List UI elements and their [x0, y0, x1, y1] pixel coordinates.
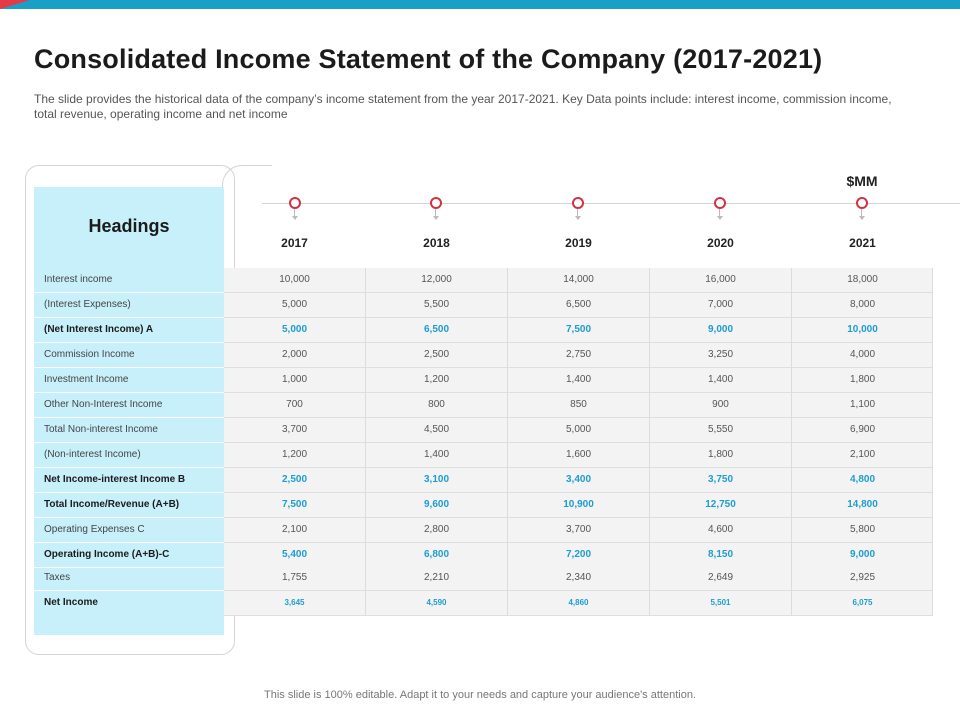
table-cell: 5,501 [650, 591, 791, 615]
table-row [34, 293, 933, 318]
table-cell: 16,000 [650, 268, 791, 292]
table-cell: 8,000 [792, 293, 933, 317]
table-cell: 3,700 [508, 518, 649, 542]
table-cell: 7,500 [224, 493, 365, 517]
table-row [34, 443, 933, 468]
unit-label: $MM [846, 173, 878, 189]
top-accent-bar [0, 0, 960, 9]
row-label: Operating Income (A+B)-C [44, 549, 170, 560]
table-cell: 4,860 [508, 591, 649, 615]
column-divider [791, 268, 792, 616]
row-label: Operating Expenses C [44, 524, 145, 535]
table-cell: 6,800 [366, 543, 507, 567]
table-row-highlight [34, 468, 933, 493]
column-divider [932, 268, 933, 616]
table-cell: 1,400 [650, 368, 791, 392]
column-divider [649, 268, 650, 616]
row-label: (Net Interest Income) A [44, 324, 154, 335]
table-cell: 10,000 [224, 268, 365, 292]
row-label: Other Non-Interest Income [44, 399, 163, 410]
timeline-marker-icon [855, 197, 869, 221]
table-cell: 1,400 [508, 368, 649, 392]
table-cell: 3,100 [366, 468, 507, 492]
table-cell: 5,800 [792, 518, 933, 542]
table-cell: 9,000 [792, 543, 933, 567]
timeline-marker-icon [288, 197, 302, 221]
table-cell: 5,400 [224, 543, 365, 567]
table-row [34, 268, 933, 293]
table-cell: 800 [366, 393, 507, 417]
year-header-2021: 2021 [849, 236, 876, 250]
table-row [34, 566, 933, 591]
table-cell: 2,340 [508, 566, 649, 590]
table-cell: 7,000 [650, 293, 791, 317]
table-cell: 2,800 [366, 518, 507, 542]
table-row [34, 518, 933, 543]
table-cell: 900 [650, 393, 791, 417]
table-cell: 5,000 [224, 293, 365, 317]
table-cell: 1,600 [508, 443, 649, 467]
table-cell: 850 [508, 393, 649, 417]
table-cell: 4,800 [792, 468, 933, 492]
headings-title: Headings [88, 216, 170, 236]
table-cell: 1,200 [224, 443, 365, 467]
table-row [34, 368, 933, 393]
table-cell: 3,700 [224, 418, 365, 442]
table-cell: 12,000 [366, 268, 507, 292]
timeline-marker-icon [713, 197, 727, 221]
table-cell: 700 [224, 393, 365, 417]
table-cell: 6,500 [508, 293, 649, 317]
column-divider [507, 268, 508, 616]
table-cell: 3,250 [650, 343, 791, 367]
table-cell: 2,649 [650, 566, 791, 590]
row-label: Investment Income [44, 374, 129, 385]
table-cell: 3,400 [508, 468, 649, 492]
table-cell: 9,000 [650, 318, 791, 342]
row-label: Total Income/Revenue (A+B) [44, 499, 180, 510]
table-cell: 2,100 [224, 518, 365, 542]
table-cell: 5,500 [366, 293, 507, 317]
table-cell: 1,755 [224, 566, 365, 590]
table-row [34, 418, 933, 443]
table-row-highlight [34, 318, 933, 343]
table-cell: 2,100 [792, 443, 933, 467]
table-row-highlight [34, 493, 933, 518]
table-cell: 2,750 [508, 343, 649, 367]
table-cell: 2,210 [366, 566, 507, 590]
footer-note: This slide is 100% editable. Adapt it to your needs and capture your audience's attention. [264, 689, 696, 701]
table-cell: 6,900 [792, 418, 933, 442]
table-cell: 12,750 [650, 493, 791, 517]
row-label: Net Income [44, 597, 98, 608]
table-cell: 8,150 [650, 543, 791, 567]
table-cell: 2,500 [366, 343, 507, 367]
table-cell: 3,645 [224, 591, 365, 615]
table-cell: 4,500 [366, 418, 507, 442]
row-label: Total Non-interest Income [44, 424, 158, 435]
table-cell: 7,200 [508, 543, 649, 567]
year-header-2017: 2017 [281, 236, 308, 250]
table-cell: 4,600 [650, 518, 791, 542]
table-cell: 2,500 [224, 468, 365, 492]
table-cell: 5,550 [650, 418, 791, 442]
table-outline-curve [222, 165, 272, 205]
row-label: (Interest Expenses) [44, 299, 131, 310]
timeline-marker-icon [429, 197, 443, 221]
table-cell: 5,000 [508, 418, 649, 442]
row-label: Interest income [44, 274, 113, 285]
table-cell: 4,590 [366, 591, 507, 615]
table-cell: 1,800 [792, 368, 933, 392]
table-row-highlight [34, 591, 933, 616]
table-cell: 1,400 [366, 443, 507, 467]
table-row [34, 393, 933, 418]
row-label: Taxes [44, 572, 71, 583]
year-header-2020: 2020 [707, 236, 734, 250]
slide-title: Consolidated Income Statement of the Company (2017-2021) [34, 44, 823, 74]
table-cell: 2,000 [224, 343, 365, 367]
table-row [34, 343, 933, 368]
table-row-highlight [34, 543, 933, 568]
row-label: Net Income-interest Income B [44, 474, 186, 485]
column-divider [365, 268, 366, 616]
table-cell: 7,500 [508, 318, 649, 342]
table-cell: 1,200 [366, 368, 507, 392]
top-red-accent [0, 0, 30, 9]
table-cell: 18,000 [792, 268, 933, 292]
row-label: (Non-interest Income) [44, 449, 141, 460]
row-label: Commission Income [44, 349, 135, 360]
table-cell: 10,000 [792, 318, 933, 342]
table-cell: 9,600 [366, 493, 507, 517]
table-cell: 1,100 [792, 393, 933, 417]
table-cell: 1,800 [650, 443, 791, 467]
table-cell: 6,500 [366, 318, 507, 342]
table-cell: 3,750 [650, 468, 791, 492]
table-cell: 2,925 [792, 566, 933, 590]
table-cell: 1,000 [224, 368, 365, 392]
table-cell: 4,000 [792, 343, 933, 367]
table-cell: 14,000 [508, 268, 649, 292]
year-header-2019: 2019 [565, 236, 592, 250]
table-cell: 6,075 [792, 591, 933, 615]
table-cell: 14,800 [792, 493, 933, 517]
table-cell: 10,900 [508, 493, 649, 517]
table-cell: 5,000 [224, 318, 365, 342]
year-header-2018: 2018 [423, 236, 450, 250]
slide-subtitle: The slide provides the historical data of the company’s income statement from the year 2017-2021. Key Data points include: interest income, commission income, total revenue, operating income and net income [34, 92, 892, 121]
timeline-marker-icon [571, 197, 585, 221]
